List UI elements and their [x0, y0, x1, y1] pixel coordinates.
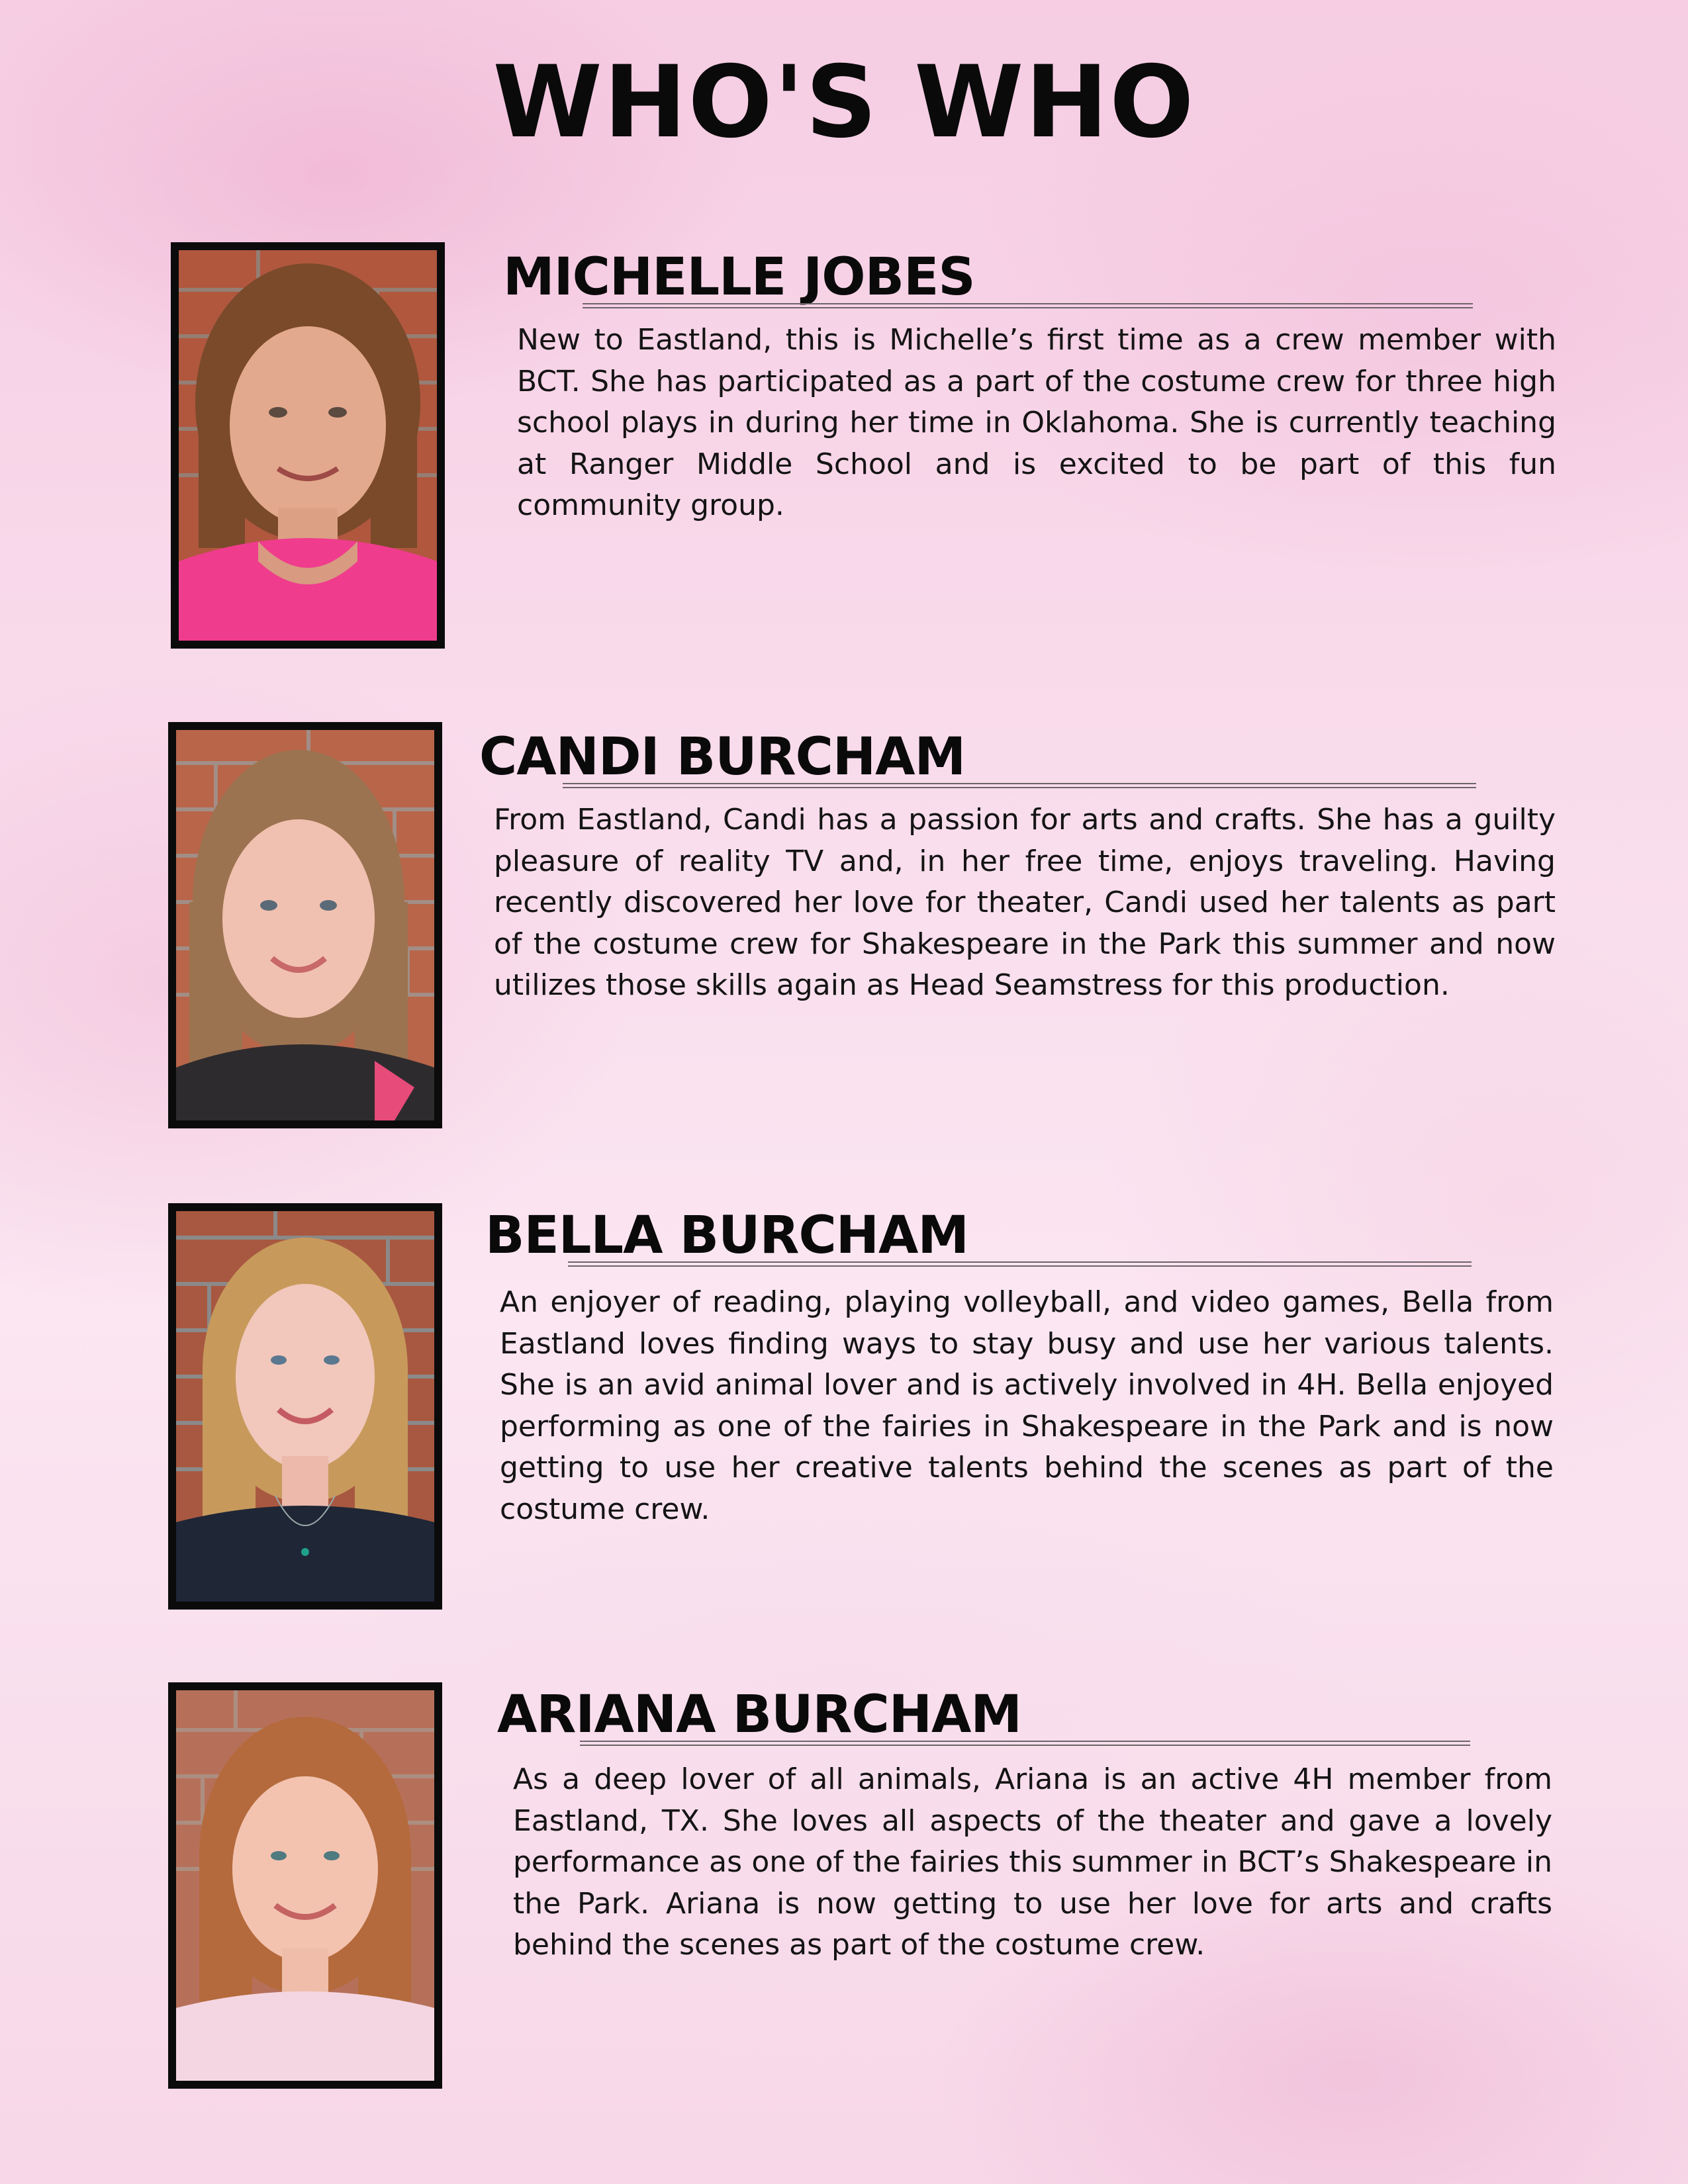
- member-photo: [168, 722, 442, 1128]
- member-photo: [168, 1203, 442, 1610]
- member-photo: [168, 1682, 442, 2089]
- member-bio: As a deep lover of all animals, Ariana is an active 4H member from Eastland, TX. She loves all aspects of the theater and gave a lovely performance as one of the fairies this summer in BCT’s Shakespeare in the Park. Ariana is now getting to use her love for arts and crafts behind the scenes as part of the costume crew.: [513, 1762, 1552, 1962]
- name-underline: [583, 303, 1473, 308]
- member-name: MICHELLE JOBES: [503, 248, 975, 307]
- page-title: WHO'S WHO: [492, 45, 1196, 160]
- member-photo: [171, 242, 445, 649]
- name-underline: [563, 783, 1476, 788]
- portrait-image: [179, 250, 437, 641]
- member-bio: From Eastland, Candi has a passion for arts and crafts. She has a guilty pleasure of reality TV and, in her free time, enjoys traveling. Having recently discovered her love for theater, Candi used her talents as part of the costume crew for Shakespeare in the Park this summer and now utilizes those skills again as Head Seamstress for this production.: [494, 803, 1556, 1002]
- member-entry-bella: [0, 1203, 1688, 1614]
- member-bio: New to Eastland, this is Michelle’s first time as a crew member with BCT. She has participated as a part of the costume crew for three high school plays in during her time in Oklahoma. She is currently teaching at Ranger Middle School and is excited to be part of this fun community group.: [517, 323, 1556, 522]
- member-entry-candi: [0, 722, 1688, 1132]
- member-name: BELLA BURCHAM: [485, 1206, 969, 1265]
- portrait-image: [176, 1690, 434, 2081]
- portrait-image: [176, 730, 434, 1120]
- member-name: CANDI BURCHAM: [479, 727, 966, 787]
- member-name: ARIANA BURCHAM: [497, 1685, 1021, 1745]
- name-underline: [568, 1261, 1472, 1267]
- member-entry-michelle: [0, 242, 1688, 653]
- name-underline: [580, 1741, 1470, 1746]
- portrait-image: [176, 1211, 434, 1602]
- member-bio: An enjoyer of reading, playing volleyball, and video games, Bella from Eastland loves finding ways to stay busy and use her various talents. She is an avid animal lover and is actively involved in 4H. Bella enjoyed performing as one of the fairies in Shakespeare in the Park and is now getting to use her creative talents behind the scenes as part of the costume crew.: [500, 1285, 1554, 1526]
- member-entry-ariana: [0, 1682, 1688, 2093]
